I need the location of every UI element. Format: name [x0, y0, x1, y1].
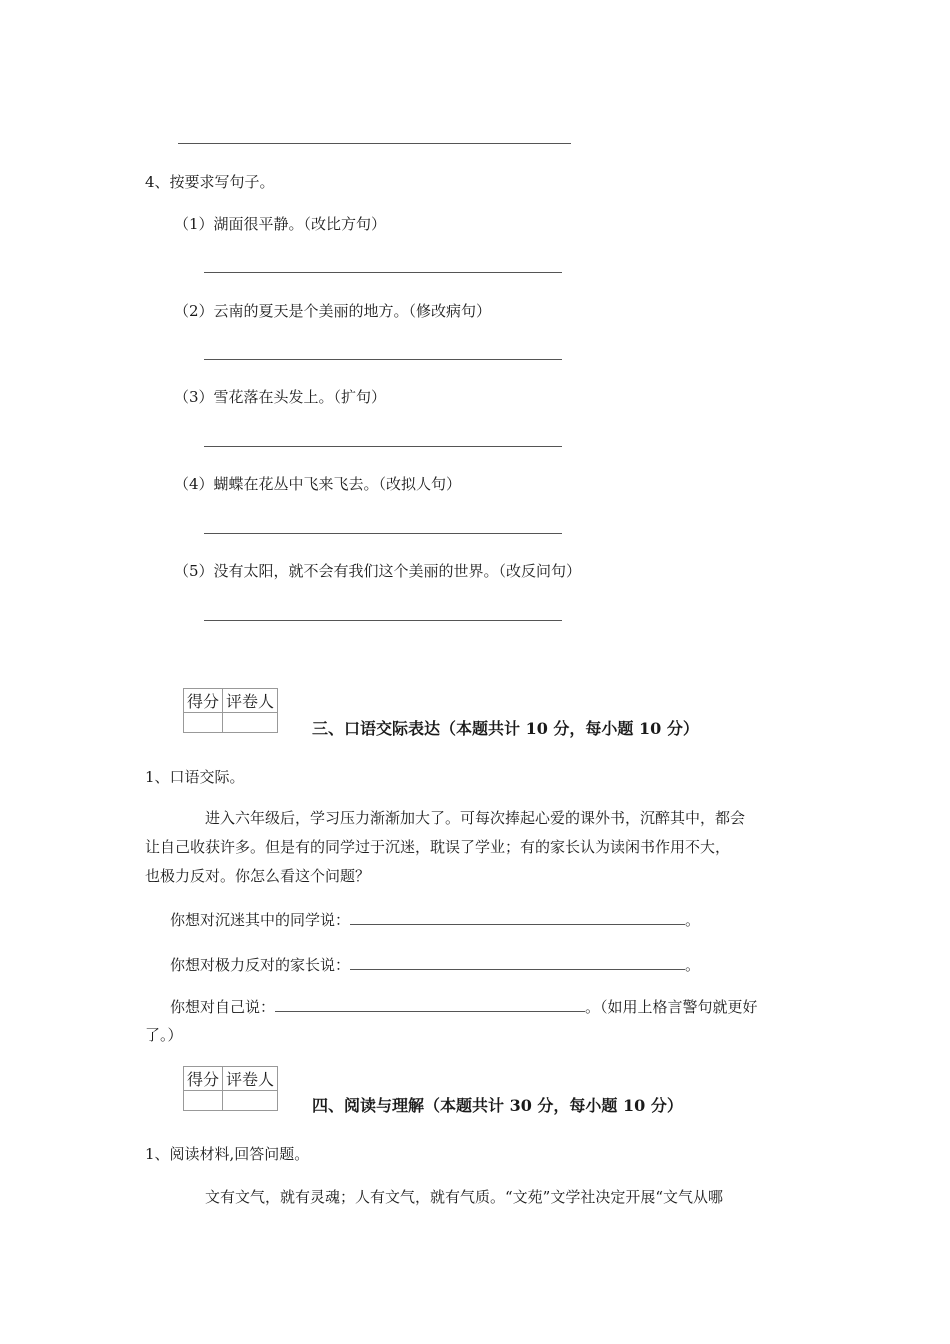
prompt-2-label: 你想对极力反对的家长说：	[170, 956, 351, 974]
q4-item-3: （3）雪花落在头发上。（扩句）	[174, 388, 387, 406]
prompt-3-end: 。	[585, 998, 601, 1016]
q4-item-1: （1）湖面很平静。（改比方句）	[174, 215, 387, 233]
answer-line-3[interactable]	[204, 446, 562, 447]
grader-label: 评卷人	[223, 1067, 278, 1091]
q4-item-2: （2）云南的夏天是个美丽的地方。（修改病句）	[174, 302, 492, 320]
section4-heading: 四、阅读与理解（本题共计 30 分，每小题 10 分）	[312, 1096, 683, 1115]
prompt-1-answer[interactable]	[350, 910, 685, 925]
score-cell[interactable]	[184, 713, 223, 733]
answer-line-4[interactable]	[204, 533, 562, 534]
section3-heading: 三、口语交际表达（本题共计 10 分，每小题 10 分）	[312, 719, 699, 738]
prompt-2-answer[interactable]	[350, 955, 685, 970]
prompt-3-answer[interactable]	[275, 997, 585, 1012]
q4-item-5: （5）没有太阳，就不会有我们这个美丽的世界。（改反问句）	[174, 562, 582, 580]
grader-cell[interactable]	[223, 1091, 278, 1111]
score-box-section4	[183, 1066, 278, 1111]
prompt-2-end: 。	[685, 956, 701, 974]
prompt-3-note-wrap: 了。）	[145, 1026, 183, 1044]
prompt-3-note: （如用上格言警句就更好	[600, 998, 758, 1016]
prompt-row-1	[170, 910, 700, 930]
prompt-3-label: 你想对自己说：	[170, 998, 276, 1016]
answer-line-top[interactable]	[178, 143, 571, 144]
score-cell[interactable]	[184, 1091, 223, 1111]
q4-item-4: （4）蝴蝶在花丛中飞来飞去。（改拟人句）	[174, 475, 462, 493]
score-label: 得分	[184, 689, 223, 713]
prompt-row-3	[170, 997, 758, 1017]
prompt-row-2	[170, 955, 700, 975]
q4-title: 4、按要求写句子。	[145, 173, 275, 191]
grader-cell[interactable]	[223, 713, 278, 733]
para-line-1: 进入六年级后，学习压力渐渐加大了。可每次捧起心爱的课外书，沉醉其中，都会	[205, 809, 746, 827]
section4-paragraph-line: 文有文气，就有灵魂；人有文气，就有气质。“文苑”文学社决定开展“文气从哪	[205, 1188, 724, 1206]
para-line-3: 也极力反对。你怎么看这个问题？	[145, 867, 371, 885]
para-line-2: 让自己收获许多。但是有的同学过于沉迷，耽误了学业；有的家长认为读闲书作用不大，	[145, 838, 731, 856]
prompt-1-end: 。	[685, 911, 701, 929]
section4-q1-title: 1、阅读材料,回答问题。	[145, 1145, 310, 1163]
score-label: 得分	[184, 1067, 223, 1091]
prompt-1-label: 你想对沉迷其中的同学说：	[170, 911, 351, 929]
grader-label: 评卷人	[223, 689, 278, 713]
answer-line-2[interactable]	[204, 359, 562, 360]
answer-line-1[interactable]	[204, 272, 562, 273]
section3-paragraph	[145, 804, 815, 891]
answer-line-5[interactable]	[204, 620, 562, 621]
section3-q1-title: 1、口语交际。	[145, 768, 245, 786]
score-box-section3	[183, 688, 278, 733]
